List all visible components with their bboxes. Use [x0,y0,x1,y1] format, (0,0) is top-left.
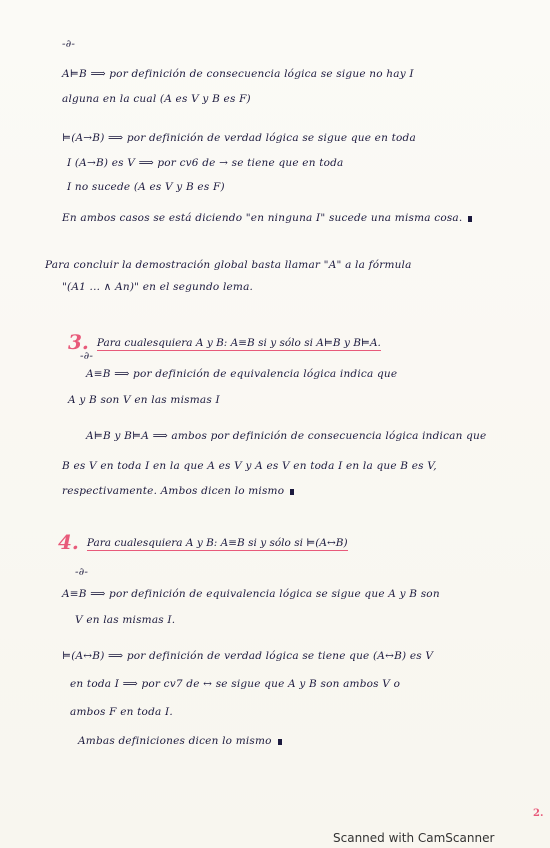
text-line: ambos F en toda I. [70,706,173,718]
qed-mark [290,489,294,495]
text-line: ⊨(A→B) ⟹ por definición de verdad lógica se sigue que en toda [62,132,416,144]
section-number: 4. [58,530,79,554]
text-line: V en las mismas I. [75,614,176,626]
text-line [62,485,294,497]
section-title: Para cualesquiera A y B: A≡B si y sólo si A⊨B y B⊨A. [96,337,381,349]
section-title: Para cualesquiera A y B: A≡B si y sólo si ⊨(A↔B) [86,537,348,549]
proof-marker: -∂- [80,350,94,362]
text-content: respectivamente. Ambos dicen lo mismo [62,485,285,497]
proof-marker: -∂- [75,566,89,578]
text-line: "(A1 ... ∧ An)" en el segundo lema. [62,281,254,293]
text-line: ⊨(A↔B) ⟹ por definición de verdad lógica se tiene que (A↔B) es V [62,650,434,662]
text-line: en toda I ⟹ por cv7 de ↔ se sigue que A y B son ambos V o [70,678,401,690]
page-number-mark: 2. [533,808,544,819]
section-number: 3. [68,330,89,354]
section-3-heading [68,330,381,354]
text-line: I (A→B) es V ⟹ por cv6 de → se tiene que en toda [67,157,344,169]
text-line: B es V en toda I en la que A es V y A es V en toda I en la que B es V, [62,460,437,472]
text-line: I no sucede (A es V y B es F) [67,181,225,193]
section-4-heading [58,530,348,554]
text-line: A y B son V en las mismas I [68,394,220,406]
text-content: Ambas definiciones dicen lo mismo [78,735,272,747]
text-content: En ambos casos se está diciendo "en ninguna I" sucede una misma cosa. [62,212,463,224]
text-line: A⊨B ⟹ por definición de consecuencia lógica se sigue no hay I [62,68,414,80]
text-line [62,212,472,224]
text-line: Para concluir la demostración global basta llamar "A" a la fórmula [45,259,412,271]
scanner-watermark: Scanned with CamScanner [333,831,495,845]
qed-mark [468,216,472,222]
proof-marker: -∂- [62,38,76,50]
text-line: alguna en la cual (A es V y B es F) [62,93,251,105]
text-line: A≡B ⟹ por definición de equivalencia lógica se sigue que A y B son [62,588,440,600]
qed-mark [278,739,282,745]
text-line: A≡B ⟹ por definición de equivalencia lógica indica que [86,368,398,380]
text-line: A⊨B y B⊨A ⟹ ambos por definición de consecuencia lógica indican que [86,430,487,442]
text-line [78,735,282,747]
